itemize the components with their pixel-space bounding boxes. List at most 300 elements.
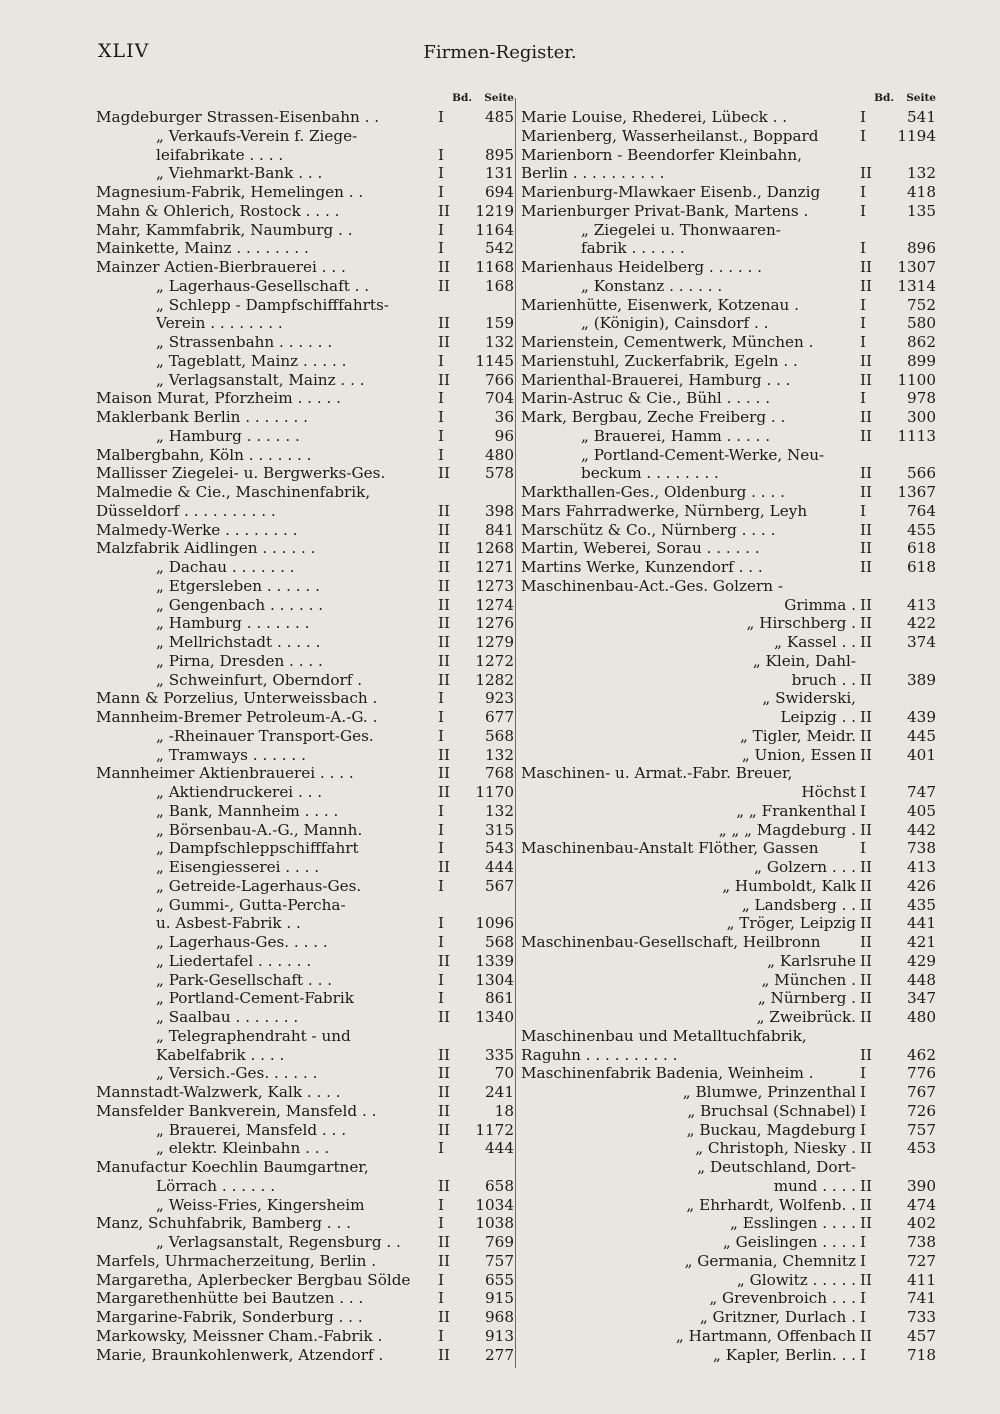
entry-name: „ Viehmarkt-Bank . . .	[156, 164, 323, 183]
entry-volume: I	[438, 239, 444, 258]
entry-name: „ Lagerhaus-Gesellschaft . .	[156, 276, 370, 295]
register-entry	[96, 914, 514, 933]
register-entry	[96, 164, 514, 183]
entry-page: 1314	[897, 276, 936, 295]
entry-volume: I	[860, 389, 866, 408]
page-header: Seite	[906, 92, 936, 104]
register-entry	[521, 1327, 936, 1346]
register-entry	[96, 746, 514, 765]
entry-name: „ Tramways . . . . . .	[156, 745, 306, 764]
entry-page: 618	[907, 558, 936, 576]
entry-name: Höchst	[801, 783, 856, 801]
entry-page: 1100	[897, 370, 936, 389]
entry-page: 418	[907, 183, 936, 201]
entry-volume: I	[438, 220, 444, 239]
entry-volume: I	[860, 1120, 866, 1139]
entry-name: Mahr, Kammfabrik, Naumburg . .	[96, 220, 353, 239]
entry-page: 618	[907, 539, 936, 558]
register-entry	[96, 502, 514, 521]
entry-page: 1304	[475, 970, 514, 989]
entry-volume: I	[860, 783, 866, 801]
entry-volume: I	[438, 989, 444, 1008]
entry-name: Marienberg, Wasserheilanst., Boppard	[521, 126, 819, 145]
entry-volume: I	[860, 1101, 866, 1120]
entry-name: „ Verlagsanstalt, Regensburg . .	[156, 1233, 401, 1251]
entry-volume: II	[860, 895, 872, 914]
entry-name: Mansfelder Bankverein, Mansfeld . .	[96, 1101, 377, 1120]
entry-page: 655	[485, 1270, 514, 1289]
entry-name: „ Hamburg . . . . . . .	[156, 614, 310, 633]
entry-page: 421	[907, 933, 936, 951]
entry-name: Marienborn - Beendorfer Kleinbahn,	[521, 145, 802, 164]
entry-name: „ Börsenbau-A.-G., Mannh.	[156, 820, 363, 839]
register-entry	[521, 952, 936, 971]
entry-volume: I	[860, 201, 866, 220]
register-entry	[521, 577, 936, 596]
entry-page: 861	[485, 989, 514, 1008]
entry-page: 733	[907, 1308, 936, 1326]
register-entry	[96, 1196, 514, 1215]
register-entry	[96, 389, 514, 408]
entry-page: 455	[907, 520, 936, 539]
entry-page: 335	[485, 1045, 514, 1064]
entry-name: Markthallen-Ges., Oldenburg . . . .	[521, 483, 785, 501]
entry-volume: I	[438, 389, 444, 408]
entry-volume: II	[860, 1270, 872, 1289]
entry-name: Marschütz & Co., Nürnberg . . . .	[521, 520, 776, 539]
entry-volume: II	[860, 633, 872, 651]
register-entry	[521, 389, 936, 408]
entry-page: 968	[485, 1308, 514, 1326]
entry-page: 390	[907, 1176, 936, 1195]
entry-name: „ Zweibrück.	[756, 1008, 856, 1026]
register-entry	[521, 258, 936, 277]
entry-volume: I	[438, 445, 444, 464]
register-entry	[521, 802, 936, 821]
entry-page: 1272	[475, 651, 514, 670]
entry-page: 1279	[475, 633, 514, 651]
register-entry	[521, 596, 936, 615]
entry-volume: II	[438, 558, 450, 576]
entry-volume: II	[860, 745, 872, 764]
entry-volume: I	[438, 876, 444, 895]
entry-name: „ Getreide-Lagerhaus-Ges.	[156, 876, 362, 895]
entry-volume: II	[860, 951, 872, 970]
entry-name: u. Asbest-Fabrik . .	[156, 914, 301, 933]
entry-volume: II	[860, 258, 872, 276]
register-entry	[96, 652, 514, 671]
entry-volume: II	[860, 858, 872, 876]
register-entry	[521, 1233, 936, 1252]
entry-name: „ Weiss-Fries, Kingersheim	[156, 1195, 365, 1214]
entry-volume: II	[860, 914, 872, 933]
register-entry	[521, 1139, 936, 1158]
entry-volume: I	[438, 426, 444, 445]
entry-page: 757	[485, 1251, 514, 1270]
entry-name: „ Christoph, Niesky .	[695, 1139, 856, 1158]
entry-volume: II	[438, 576, 450, 595]
entry-volume: I	[438, 1270, 444, 1289]
entry-volume: II	[438, 1251, 450, 1270]
entry-volume: II	[860, 1214, 872, 1233]
register-entry	[96, 821, 514, 840]
entry-page: 480	[485, 445, 514, 464]
entry-page: 1145	[475, 351, 514, 370]
entry-page: 1271	[475, 558, 514, 576]
entry-page: 862	[907, 333, 936, 351]
entry-name: Kabelfabrik . . . .	[156, 1045, 285, 1064]
entry-page: 1164	[475, 220, 514, 239]
register-entry	[96, 839, 514, 858]
entry-volume: II	[438, 783, 450, 801]
entry-volume: I	[438, 1139, 444, 1158]
register-entry	[96, 1083, 514, 1102]
register-entry	[521, 502, 936, 521]
entry-name: Maschinenfabrik Badenia, Weinheim .	[521, 1064, 814, 1083]
entry-volume: II	[438, 1308, 450, 1326]
entry-page: 132	[485, 801, 514, 820]
entry-volume: II	[860, 1045, 872, 1064]
entry-page: 766	[485, 370, 514, 389]
entry-volume: II	[860, 351, 872, 370]
register-entry	[96, 1327, 514, 1346]
entry-page: 1339	[475, 951, 514, 970]
entry-volume: I	[860, 801, 866, 820]
register-entry	[96, 1214, 514, 1233]
entry-page: 132	[907, 164, 936, 183]
entry-name: mund . . . .	[773, 1176, 856, 1195]
entry-page: 718	[907, 1345, 936, 1364]
register-entry	[521, 989, 936, 1008]
entry-name: Martin, Weberei, Sorau . . . . . .	[521, 539, 760, 558]
entry-volume: I	[860, 1233, 866, 1251]
register-entry	[96, 1289, 514, 1308]
entry-page: 738	[907, 839, 936, 858]
entry-page: 752	[907, 295, 936, 314]
left-column	[96, 92, 514, 1364]
entry-volume: II	[860, 1139, 872, 1158]
register-entry	[96, 1158, 514, 1177]
entry-name: Margarine-Fabrik, Sonderburg . . .	[96, 1308, 363, 1326]
entry-page: 767	[907, 1083, 936, 1101]
entry-page: 542	[485, 239, 514, 258]
entry-name: Mainkette, Mainz . . . . . . . .	[96, 239, 309, 258]
register-entry	[521, 296, 936, 315]
entry-page: 578	[485, 464, 514, 483]
entry-volume: II	[438, 370, 450, 389]
register-entry	[96, 802, 514, 821]
register-entry	[96, 277, 514, 296]
register-entry	[521, 839, 936, 858]
entry-volume: II	[438, 1233, 450, 1251]
entry-page: 566	[907, 464, 936, 483]
entry-volume: I	[438, 1326, 444, 1345]
entry-volume: II	[438, 595, 450, 614]
entry-name: Maschinen- u. Armat.-Fabr. Breuer,	[521, 764, 793, 783]
entry-name: Marfels, Uhrmacherzeitung, Berlin .	[96, 1251, 377, 1270]
entry-name: „ Klein, Dahl-	[752, 651, 856, 670]
entry-name: „ Telegraphendraht - und	[156, 1026, 351, 1045]
register-entry	[96, 108, 514, 127]
entry-name: Margarethenhütte bei Bautzen . . .	[96, 1289, 364, 1308]
entry-volume: I	[860, 108, 866, 126]
register-entry	[521, 708, 936, 727]
entry-volume: II	[438, 258, 450, 276]
register-entry	[96, 539, 514, 558]
entry-volume: I	[438, 726, 444, 745]
entry-volume: II	[860, 426, 872, 445]
entry-page: 896	[907, 239, 936, 258]
entry-name: Marie, Braunkohlenwerk, Atzendorf .	[96, 1345, 384, 1364]
register-entry	[521, 1121, 936, 1140]
entry-name: Lörrach . . . . . .	[156, 1176, 276, 1195]
entry-volume: II	[860, 1176, 872, 1195]
entry-page: 441	[907, 914, 936, 933]
entry-page: 1113	[897, 426, 936, 445]
register-entry	[96, 202, 514, 221]
register-entry	[96, 427, 514, 446]
entry-name: „ Pirna, Dresden . . . .	[156, 651, 323, 670]
entry-page: 978	[907, 389, 936, 408]
register-entry	[96, 708, 514, 727]
entry-page: 405	[907, 801, 936, 820]
register-entry	[521, 1046, 936, 1065]
entry-volume: II	[860, 1008, 872, 1026]
register-entry	[96, 633, 514, 652]
entry-volume: I	[438, 1214, 444, 1233]
band-header: Bd.	[452, 92, 472, 104]
entry-name: fabrik . . . . . .	[581, 239, 685, 258]
entry-page: 841	[485, 520, 514, 539]
entry-page: 747	[907, 783, 936, 801]
entry-page: 315	[485, 820, 514, 839]
entry-page: 402	[907, 1214, 936, 1233]
entry-page: 485	[485, 108, 514, 126]
entry-name: „ Liedertafel . . . . . .	[156, 951, 312, 970]
register-entry	[521, 333, 936, 352]
entry-page: 442	[907, 820, 936, 839]
entry-volume: II	[438, 501, 450, 520]
entry-volume: II	[438, 951, 450, 970]
entry-name: „ Landsberg . .	[741, 895, 856, 914]
entry-volume: II	[438, 764, 450, 783]
register-entry	[521, 746, 936, 765]
entry-volume: II	[860, 820, 872, 839]
register-entry	[521, 1064, 936, 1083]
entry-page: 1219	[475, 201, 514, 220]
right-column	[521, 92, 936, 1364]
entry-volume: I	[438, 145, 444, 164]
entry-volume: II	[438, 614, 450, 633]
page-header: Seite	[484, 92, 514, 104]
register-entry	[521, 727, 936, 746]
register-entry	[521, 1158, 936, 1177]
entry-volume: II	[860, 1195, 872, 1214]
register-entry	[96, 1027, 514, 1046]
register-entry	[96, 1139, 514, 1158]
entry-page: 413	[907, 595, 936, 614]
entry-name: „ elektr. Kleinbahn . . .	[156, 1139, 330, 1158]
right-entries	[521, 108, 936, 1364]
entry-name: „ Grevenbroich . . .	[709, 1289, 856, 1308]
entry-name: Grimma .	[784, 595, 856, 614]
entry-volume: I	[860, 1251, 866, 1270]
entry-page: 18	[494, 1101, 514, 1120]
register-entry	[96, 596, 514, 615]
entry-page: 168	[485, 276, 514, 295]
register-entry	[521, 1252, 936, 1271]
entry-page: 1170	[475, 783, 514, 801]
register-entry	[521, 164, 936, 183]
entry-name: „ Verlagsanstalt, Mainz . . .	[156, 370, 365, 389]
entry-volume: II	[438, 1064, 450, 1083]
entry-name: Marienstein, Cementwerk, München .	[521, 333, 814, 351]
entry-page: 70	[494, 1064, 514, 1083]
register-entry	[96, 933, 514, 952]
entry-page: 413	[907, 858, 936, 876]
entry-name: „ Saalbau . . . . . . .	[156, 1008, 299, 1026]
register-entry	[96, 989, 514, 1008]
register-entry	[96, 952, 514, 971]
entry-volume: I	[860, 1308, 866, 1326]
entry-page: 757	[907, 1120, 936, 1139]
entry-page: 435	[907, 895, 936, 914]
register-entry	[521, 1177, 936, 1196]
entry-volume: I	[438, 970, 444, 989]
entry-volume: I	[438, 1289, 444, 1308]
register-entry	[96, 577, 514, 596]
entry-page: 915	[485, 1289, 514, 1308]
entry-page: 422	[907, 614, 936, 633]
register-entry	[96, 221, 514, 240]
entry-name: Mann & Porzelius, Unterweissbach .	[96, 689, 378, 708]
entry-volume: I	[438, 914, 444, 933]
register-entry	[521, 1196, 936, 1215]
entry-page: 1268	[475, 539, 514, 558]
entry-name: „ Eisengiesserei . . . .	[156, 858, 320, 876]
entry-page: 448	[907, 970, 936, 989]
entry-page: 1038	[475, 1214, 514, 1233]
entry-name: Mallisser Ziegelei- u. Bergwerks-Ges.	[96, 464, 386, 483]
entry-volume: II	[438, 1083, 450, 1101]
register-entry	[521, 671, 936, 690]
register-entry	[521, 314, 936, 333]
left-column-header	[96, 92, 514, 108]
entry-name: „ „ „ Magdeburg .	[718, 820, 856, 839]
entry-name: Maison Murat, Pforzheim . . . . .	[96, 389, 341, 408]
entry-volume: II	[860, 408, 872, 426]
right-column-header	[521, 92, 936, 108]
entry-volume: II	[860, 970, 872, 989]
entry-volume: II	[860, 708, 872, 726]
entry-name: „ Dampfschleppschifffahrt	[156, 839, 359, 858]
entry-volume: I	[438, 820, 444, 839]
register-entry	[96, 1177, 514, 1196]
register-entry	[521, 914, 936, 933]
entry-name: „ Gummi-, Gutta-Percha-	[156, 895, 346, 914]
entry-name: „ Tröger, Leipzig	[726, 914, 856, 933]
register-entry	[96, 239, 514, 258]
entry-page: 1307	[897, 258, 936, 276]
register-entry	[96, 464, 514, 483]
entry-name: Maschinenbau-Act.-Ges. Golzern -	[521, 576, 784, 595]
entry-name: „ Schlepp - Dampfschifffahrts-	[156, 295, 389, 314]
register-entry	[96, 1252, 514, 1271]
entry-name: Mainzer Actien-Bierbrauerei . . .	[96, 258, 346, 276]
entry-name: „ Kassel . .	[774, 633, 856, 651]
entry-volume: II	[438, 333, 450, 351]
entry-name: „ Tageblatt, Mainz . . . . .	[156, 351, 347, 370]
entry-name: „ Mellrichstadt . . . . .	[156, 633, 321, 651]
register-entry	[96, 371, 514, 390]
entry-page: 768	[485, 764, 514, 783]
entry-volume: I	[438, 801, 444, 820]
entry-page: 374	[907, 633, 936, 651]
register-entry	[521, 858, 936, 877]
entry-volume: II	[438, 745, 450, 764]
register-entry	[96, 1346, 514, 1365]
entry-name: Mahn & Ohlerich, Rostock . . . .	[96, 201, 340, 220]
entry-page: 132	[485, 333, 514, 351]
register-entry	[96, 146, 514, 165]
entry-name: Mannheim-Bremer Petroleum-A.-G. .	[96, 708, 378, 726]
entry-name: „ Hamburg . . . . . .	[156, 426, 300, 445]
entry-page: 347	[907, 989, 936, 1008]
entry-volume: I	[860, 295, 866, 314]
register-entry	[521, 1214, 936, 1233]
entry-name: „ Park-Gesellschaft . . .	[156, 970, 333, 989]
entry-volume: II	[860, 726, 872, 745]
entry-page: 241	[485, 1083, 514, 1101]
entry-page: 580	[907, 314, 936, 333]
entry-page: 1274	[475, 595, 514, 614]
entry-page: 401	[907, 745, 936, 764]
register-entry	[96, 258, 514, 277]
page-number: XLIV	[98, 40, 150, 62]
register-entry	[96, 296, 514, 315]
entry-name: Berlin . . . . . . . . . .	[521, 164, 665, 183]
register-entry	[96, 446, 514, 465]
entry-volume: II	[860, 483, 872, 501]
register-entry	[521, 1027, 936, 1046]
entry-volume: I	[438, 408, 444, 426]
entry-volume: I	[860, 333, 866, 351]
entry-volume: I	[860, 126, 866, 145]
entry-volume: I	[860, 839, 866, 858]
entry-volume: II	[438, 1101, 450, 1120]
register-entry	[96, 127, 514, 146]
register-entry	[96, 1046, 514, 1065]
entry-volume: II	[860, 614, 872, 633]
entry-page: 1168	[475, 258, 514, 276]
register-entry	[521, 221, 936, 240]
register-entry	[96, 1102, 514, 1121]
entry-name: „ Dachau . . . . . . .	[156, 558, 295, 576]
entry-page: 480	[907, 1008, 936, 1026]
entry-volume: II	[438, 651, 450, 670]
entry-name: Düsseldorf . . . . . . . . . .	[96, 501, 276, 520]
register-entry	[521, 183, 936, 202]
entry-name: Maschinenbau-Gesellschaft, Heilbronn	[521, 933, 821, 951]
entry-page: 132	[485, 745, 514, 764]
entry-name: Malmedie & Cie., Maschinenfabrik,	[96, 483, 371, 501]
entry-page: 741	[907, 1289, 936, 1308]
entry-volume: I	[438, 164, 444, 183]
register-entry	[521, 464, 936, 483]
entry-name: Maschinenbau und Metalltuchfabrik,	[521, 1026, 807, 1045]
entry-volume: I	[860, 314, 866, 333]
register-entry	[521, 896, 936, 915]
